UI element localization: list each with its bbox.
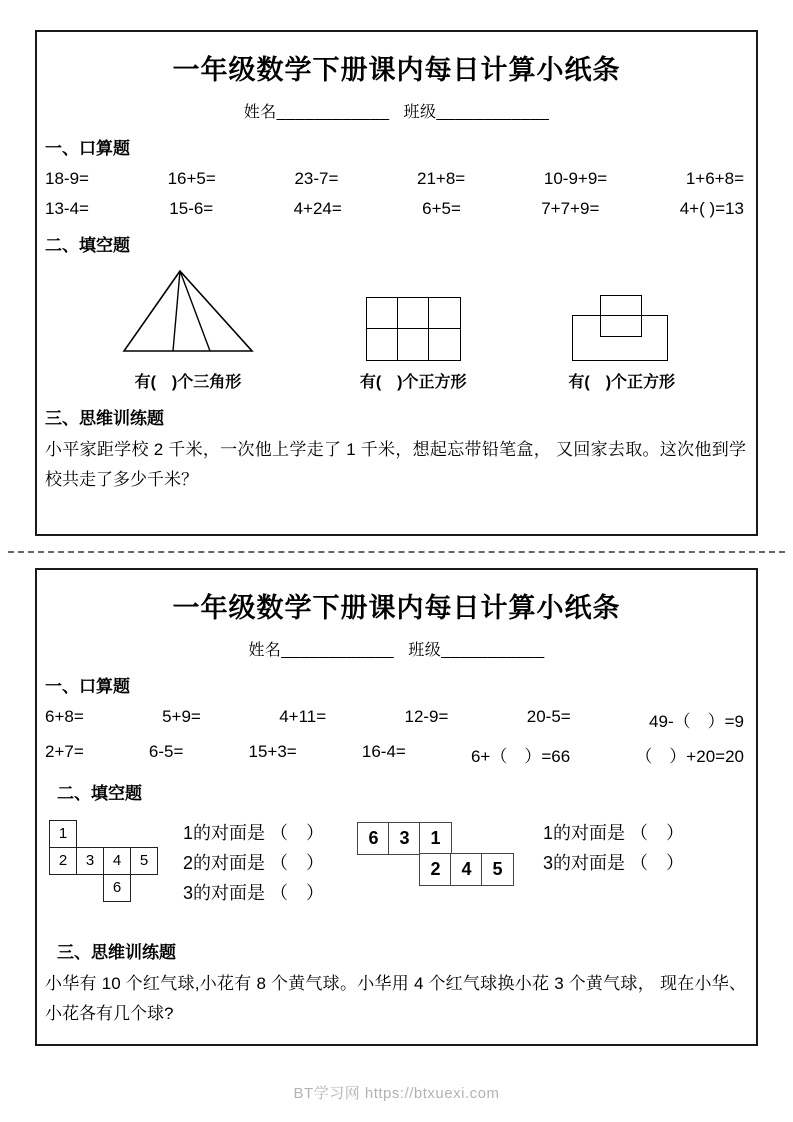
math-problem: 16-4= xyxy=(361,742,406,761)
math-problem: 20-5= xyxy=(526,707,571,726)
grid-cell xyxy=(398,298,429,329)
section-oral-calc-heading: 一、口算题 xyxy=(45,677,130,696)
math-problem: （ ）+20=20 xyxy=(635,747,744,766)
dice-cell: 1 xyxy=(419,822,452,855)
math-problem: 15-6= xyxy=(169,199,214,218)
name-label: 姓名 xyxy=(243,104,277,121)
name-blank: ____________ xyxy=(276,104,390,121)
site-watermark: BT学习网 https://btxuexi.com xyxy=(293,1085,500,1102)
dice-cell: 4 xyxy=(450,853,483,886)
opposite-face-questions-2 xyxy=(543,818,713,878)
dice-cell: 2 xyxy=(419,853,452,886)
thinking-problem-text: 小华有 10 个红气球,小花有 8 个黄气球。小华用 4 个红气球换小花 3 个黄气球， 现在小华、小花各有几个球? xyxy=(45,974,746,1023)
figure-overlapping-squares xyxy=(568,295,675,392)
name-class-line xyxy=(37,99,756,122)
math-problem: 2+7= xyxy=(45,742,84,761)
math-problem: 21+8= xyxy=(417,169,466,188)
worksheet-2 xyxy=(35,568,758,1046)
section-thinking-heading: 三、思维训练题 xyxy=(57,943,176,962)
class-label: 班级 xyxy=(408,642,442,659)
question-line: 3的对面是 （ ） xyxy=(183,883,325,903)
triangle-figure-drawing xyxy=(118,266,258,356)
grid-cell xyxy=(367,329,398,360)
dice-cell: 4 xyxy=(103,847,131,875)
grid-cell xyxy=(367,298,398,329)
worksheet-1 xyxy=(35,30,758,536)
dice-net-2-wrap xyxy=(357,814,517,890)
opposite-face-questions-1 xyxy=(183,818,343,908)
oral-calc-row-2 xyxy=(37,199,756,219)
dice-net-1-drawing xyxy=(49,820,161,904)
math-problem: 6-5= xyxy=(148,742,184,761)
math-problem: 15+3= xyxy=(248,742,297,761)
math-problem: 13-4= xyxy=(45,199,89,218)
dice-cell: 2 xyxy=(49,847,77,875)
dice-net-2-drawing xyxy=(357,822,517,890)
grid-cell xyxy=(429,298,460,329)
fill-blank-area xyxy=(37,808,756,926)
name-blank: ____________ xyxy=(281,642,395,659)
math-problem: 18-9= xyxy=(45,169,89,188)
figure-triangle xyxy=(118,266,258,392)
oral-calc-row-1 xyxy=(37,169,756,189)
grid-cell xyxy=(398,329,429,360)
dice-cell: 6 xyxy=(357,822,390,855)
figure-caption: 有( )个正方形 xyxy=(568,374,676,391)
dice-cell: 1 xyxy=(49,820,77,848)
thinking-problem-text: 小平家距学校 2 千米，一次他上学走了 1 千米，想起忘带铅笔盒， 又回家去取。这次他到学校共走了多少千米？ xyxy=(45,440,746,489)
figures-row xyxy=(37,270,756,392)
overlapping-squares-drawing xyxy=(572,295,672,361)
cut-line-divider xyxy=(8,551,785,553)
class-blank: ____________ xyxy=(436,104,550,121)
section-fill-blank-heading: 二、填空题 xyxy=(57,784,142,803)
class-blank: ___________ xyxy=(441,642,545,659)
math-problem: 5+9= xyxy=(162,707,201,726)
question-line: 3的对面是 （ ） xyxy=(543,853,685,873)
class-label: 班级 xyxy=(403,104,437,121)
question-line: 1的对面是 （ ） xyxy=(183,823,325,843)
math-problem: 6+8= xyxy=(45,707,84,726)
oral-calc-row-1 xyxy=(37,707,756,732)
section-thinking-heading: 三、思维训练题 xyxy=(45,409,164,428)
math-problem: 23-7= xyxy=(294,169,339,188)
grid-3x2-drawing xyxy=(366,297,461,361)
dice-cell: 3 xyxy=(388,822,421,855)
figure-caption: 有( )个三角形 xyxy=(134,374,242,391)
dice-cell: 3 xyxy=(76,847,104,875)
math-problem: 4+( )=13 xyxy=(679,199,744,218)
dice-cell: 6 xyxy=(103,874,131,902)
oral-calc-row-2 xyxy=(37,742,756,767)
math-problem: 10-9+9= xyxy=(543,169,608,188)
dice-cell: 5 xyxy=(481,853,514,886)
math-problem: 6+5= xyxy=(422,199,461,218)
math-problem: 16+5= xyxy=(167,169,216,188)
name-class-line xyxy=(37,637,756,660)
dice-cell: 5 xyxy=(130,847,158,875)
math-problem: 49-（ ）=9 xyxy=(649,712,744,731)
math-problem: 7+7+9= xyxy=(541,199,600,218)
math-problem: 12-9= xyxy=(404,707,449,726)
question-line: 2的对面是 （ ） xyxy=(183,853,325,873)
math-problem: 4+24= xyxy=(293,199,342,218)
math-problem: 6+（ ）=66 xyxy=(470,747,571,766)
math-problem: 4+11= xyxy=(279,707,327,726)
name-label: 姓名 xyxy=(248,642,282,659)
math-problem: 1+6+8= xyxy=(685,169,744,188)
figure-square-grid xyxy=(360,297,467,392)
inner-square xyxy=(600,295,642,337)
section-fill-blank-heading: 二、填空题 xyxy=(45,236,130,255)
worksheet-title: 一年级数学下册课内每日计算小纸条 xyxy=(172,593,621,623)
worksheet-title: 一年级数学下册课内每日计算小纸条 xyxy=(172,55,621,85)
figure-caption: 有( )个正方形 xyxy=(359,374,467,391)
grid-cell xyxy=(429,329,460,360)
question-line: 1的对面是 （ ） xyxy=(543,823,685,843)
section-oral-calc-heading: 一、口算题 xyxy=(45,139,130,158)
